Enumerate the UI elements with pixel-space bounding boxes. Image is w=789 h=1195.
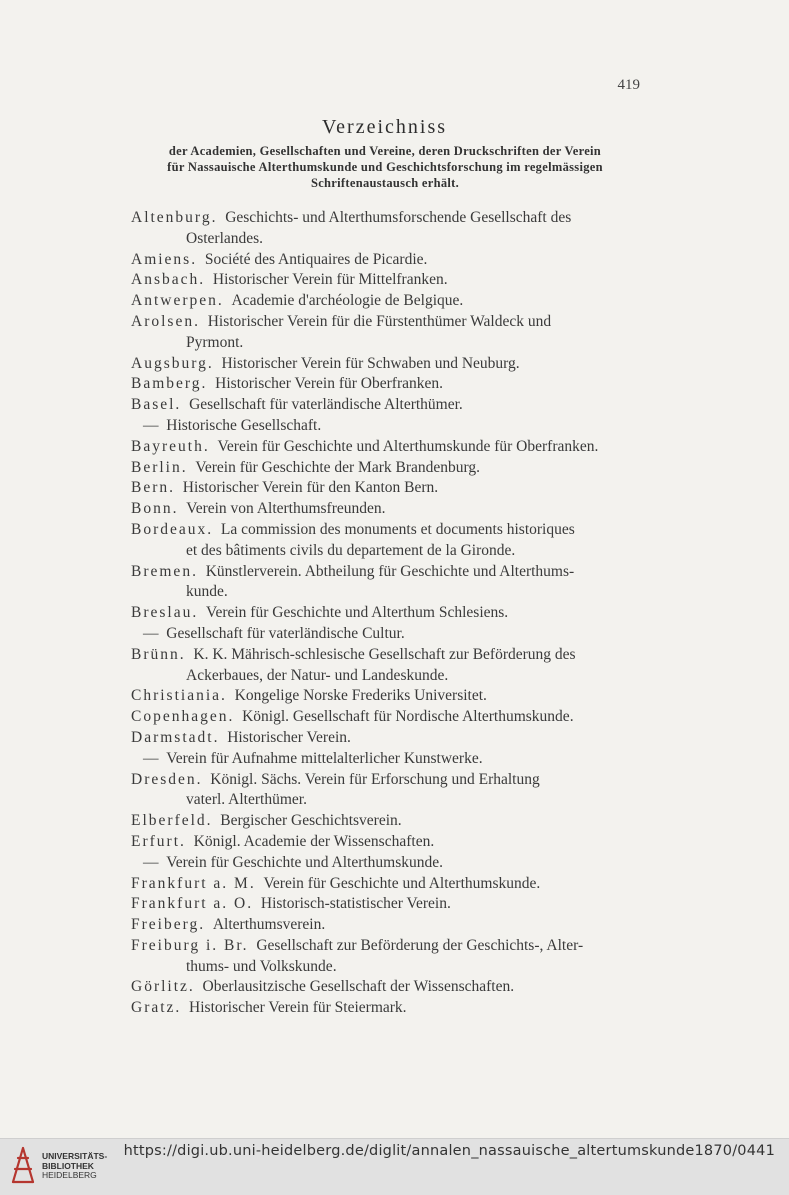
entry-text: Historischer Verein für Oberfranken. (215, 375, 443, 393)
entry-city: Bamberg. (131, 375, 208, 393)
entry-line (131, 728, 646, 749)
entry-line (131, 416, 646, 437)
entry-text: Kongelige Norske Frederiks Universitet. (234, 687, 487, 705)
entry-line (131, 686, 646, 707)
list-item (131, 998, 646, 1019)
list-item (131, 749, 646, 770)
entry-text: La commission des monuments et documents historiques (220, 520, 575, 538)
entry-text: Gesellschaft für vaterländische Alterthümer. (189, 396, 463, 414)
entry-city: Copenhagen. (131, 708, 235, 726)
entry-city: Basel. (131, 396, 182, 414)
entry-line (131, 520, 646, 541)
list-item (131, 312, 646, 354)
subtitle-line: Schriftenaustausch erhält. (310, 176, 460, 190)
entry-text: Königl. Academie der Wissenschaften. (193, 832, 435, 850)
entry-line: Pyrmont. (186, 333, 244, 351)
entry-list (131, 208, 646, 1019)
entry-text: Verein von Alterthumsfreunden. (186, 500, 386, 518)
entry-city: Amiens. (131, 250, 198, 268)
entry-line (131, 208, 646, 229)
logo-line: HEIDELBERG (42, 1170, 97, 1180)
list-item (131, 499, 646, 520)
list-item (131, 936, 646, 978)
entry-line (131, 874, 646, 895)
list-item (131, 853, 646, 874)
entry-line (131, 749, 646, 770)
list-item (131, 603, 646, 624)
list-item (131, 395, 646, 416)
source-url-link[interactable]: https://digi.ub.uni-heidelberg.de/diglit/annalen_nassauische_altertumskunde1870/0441 (123, 1143, 775, 1159)
entry-city: Freiburg i. Br. (131, 936, 249, 954)
library-logo-icon (10, 1145, 36, 1185)
entry-text: Historischer Verein für Steiermark. (189, 999, 407, 1017)
list-item (131, 707, 646, 728)
entry-line (131, 499, 646, 520)
entry-line (131, 374, 646, 395)
list-item (131, 562, 646, 604)
entry-line (131, 562, 646, 583)
entry-text: Gesellschaft für vaterländische Cultur. (166, 624, 405, 642)
entry-city: — (143, 749, 159, 767)
logo-line: UNIVERSITÄTS- (42, 1151, 108, 1161)
entry-line (131, 853, 646, 874)
entry-city: Augsburg. (131, 354, 214, 372)
entry-city: Bordeaux. (131, 520, 214, 538)
entry-line (131, 354, 646, 375)
entry-line (131, 458, 646, 479)
entry-line (131, 478, 646, 499)
entry-city: Gratz. (131, 999, 182, 1017)
list-item (131, 894, 646, 915)
entry-text: Verein für Geschichte und Alterthumskunde für Oberfranken. (217, 437, 599, 455)
entry-city: Bremen. (131, 562, 198, 580)
entry-city: Altenburg. (131, 209, 218, 226)
entry-text: Verein für Aufnahme mittelalterlicher Kunstwerke. (166, 749, 483, 767)
list-item (131, 645, 646, 687)
entry-line: vaterl. Alterthümer. (186, 791, 307, 809)
entry-line (131, 603, 646, 624)
entry-line (131, 915, 646, 936)
entry-text: Historischer Verein für den Kanton Bern. (182, 479, 439, 497)
list-item (131, 478, 646, 499)
entry-text: Oberlausitzische Gesellschaft der Wissenschaften. (202, 978, 515, 996)
entry-text: Bergischer Geschichtsverein. (220, 812, 402, 830)
entry-line: thums- und Volkskunde. (186, 957, 337, 975)
list-item (131, 811, 646, 832)
entry-text: Verein für Geschichte der Mark Brandenburg. (195, 458, 481, 476)
page-subtitle (115, 143, 655, 191)
entry-city: Darmstadt. (131, 728, 220, 746)
entry-line (131, 437, 646, 458)
entry-city: Antwerpen. (131, 292, 224, 310)
entry-text: Alterthumsverein. (212, 916, 326, 934)
entry-line: et des bâtiments civils du departement de la Gironde. (186, 541, 516, 559)
list-item (131, 915, 646, 936)
entry-line (131, 707, 646, 728)
entry-line (131, 312, 646, 333)
list-item (131, 250, 646, 271)
list-item (131, 374, 646, 395)
entry-city: Berlin. (131, 458, 188, 476)
list-item (131, 832, 646, 853)
list-item (131, 291, 646, 312)
entry-text: Königl. Sächs. Verein für Erforschung und Erhaltung (210, 770, 540, 788)
entry-text: Verein für Geschichte und Alterthum Schlesiens. (205, 604, 509, 622)
entry-line: kunde. (186, 583, 228, 601)
entry-city: — (143, 853, 159, 871)
list-item (131, 520, 646, 562)
entry-city: Erfurt. (131, 832, 186, 850)
entry-city: Elberfeld. (131, 812, 213, 830)
entry-city: — (143, 416, 159, 434)
entry-text: Historische Gesellschaft. (166, 416, 322, 434)
entry-line (131, 770, 646, 791)
logo-line: BIBLIOTHEK (42, 1160, 94, 1171)
list-item (131, 624, 646, 645)
page-number: 419 (617, 77, 640, 93)
list-item (131, 354, 646, 375)
list-item (131, 977, 646, 998)
entry-line (131, 811, 646, 832)
entry-text: Künstlerverein. Abtheilung für Geschichte und Alterthums- (205, 562, 575, 580)
entry-city: Görlitz. (131, 978, 195, 996)
entry-text: Gesellschaft zur Beförderung der Geschichts-, Alter- (256, 936, 584, 954)
subtitle-line: der Academien, Gesellschaften und Vereine, deren Druckschriften der Verein (168, 144, 602, 158)
list-item (131, 686, 646, 707)
entry-text: Historischer Verein für Mittelfranken. (212, 271, 448, 289)
list-item (131, 437, 646, 458)
entry-line (131, 645, 646, 666)
entry-text: Société des Antiquaires de Picardie. (204, 250, 428, 268)
entry-line (131, 624, 646, 645)
entry-text: K. K. Mährisch-schlesische Gesellschaft zur Beförderung des (193, 645, 576, 663)
list-item (131, 270, 646, 291)
entry-city: Bonn. (131, 500, 179, 518)
list-item (131, 458, 646, 479)
entry-line (131, 291, 646, 312)
entry-line (131, 270, 646, 291)
entry-text: Historischer Verein. (227, 728, 351, 746)
entry-line: Ackerbaues, der Natur- und Landeskunde. (186, 666, 449, 684)
entry-city: Ansbach. (131, 271, 206, 289)
entry-city: Breslau. (131, 604, 199, 622)
list-item (131, 208, 646, 250)
entry-line (131, 936, 646, 957)
entry-text: Verein für Geschichte und Alterthumskunde. (263, 874, 541, 892)
library-logo-text (42, 1152, 107, 1181)
entry-text: Verein für Geschichte und Alterthumskunde. (166, 853, 444, 871)
entry-text: Academie d'archéologie de Belgique. (231, 292, 464, 310)
entry-line (131, 395, 646, 416)
entry-text: Königl. Gesellschaft für Nordische Alterthumskunde. (242, 708, 574, 726)
entry-city: Bern. (131, 479, 176, 497)
entry-text: Historischer Verein für die Fürstenthümer Waldeck und (207, 312, 552, 330)
list-item (131, 728, 646, 749)
entry-city: Frankfurt a. O. (131, 895, 254, 913)
entry-city: Frankfurt a. M. (131, 874, 256, 892)
entry-line: Osterlandes. (186, 229, 264, 247)
subtitle-line: für Nassauische Alterthumskunde und Geschichtsforschung im regelmässigen (167, 160, 603, 174)
entry-city: Arolsen. (131, 312, 200, 330)
entry-text: Geschichts- und Alterthumsforschende Gesellschaft des (225, 209, 572, 226)
page-title: Verzeichniss (321, 116, 448, 138)
list-item (131, 416, 646, 437)
entry-line (131, 832, 646, 853)
entry-city: Christiania. (131, 687, 227, 705)
entry-line (131, 998, 646, 1019)
entry-line (131, 250, 646, 271)
entry-city: — (143, 624, 159, 642)
entry-line (131, 977, 646, 998)
entry-city: Freiberg. (131, 916, 206, 934)
entry-city: Brünn. (131, 645, 186, 663)
entry-city: Dresden. (131, 770, 203, 788)
list-item (131, 770, 646, 812)
entry-text: Historisch-statistischer Verein. (260, 895, 451, 913)
list-item (131, 874, 646, 895)
entry-city: Bayreuth. (131, 437, 210, 455)
entry-line (131, 894, 646, 915)
entry-text: Historischer Verein für Schwaben und Neuburg. (221, 354, 520, 372)
